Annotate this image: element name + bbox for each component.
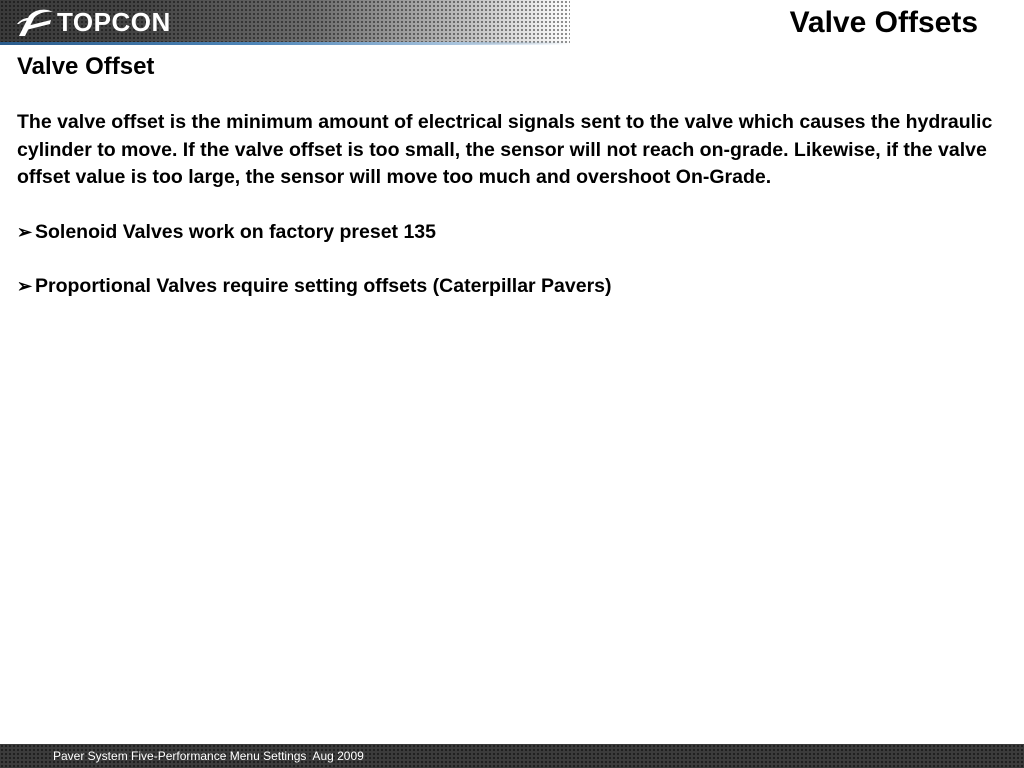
footer-bar — [0, 744, 1024, 768]
arrow-bullet-icon: ➢ — [17, 221, 33, 242]
topcon-logo-icon — [13, 6, 55, 38]
topcon-logo — [13, 6, 171, 38]
bullet-item — [17, 219, 1012, 247]
section-heading: Valve Offset — [17, 53, 155, 80]
logo-wordmark: TOPCON — [57, 7, 171, 37]
bullet-item — [17, 273, 1012, 301]
bullet-text: Solenoid Valves work on factory preset 135 — [35, 220, 436, 243]
body-text — [17, 109, 1012, 301]
slide-title: Valve Offsets — [789, 6, 978, 39]
description-paragraph: The valve offset is the minimum amount of electrical signals sent to the valve which causes the hydraulic cylinder to move. If the valve offset is too small, the sensor will not reach on-grade. Likewise, if the valve offset value is too large, the sensor will move too much and overshoot On-Grade. — [17, 111, 993, 188]
arrow-bullet-icon: ➢ — [17, 276, 33, 296]
header-rule — [0, 42, 570, 45]
bullet-text: Proportional Valves require setting offsets (Caterpillar Pavers) — [35, 275, 612, 297]
footer-text: Paver System Five-Performance Menu Settings Aug 2009 — [53, 749, 364, 763]
